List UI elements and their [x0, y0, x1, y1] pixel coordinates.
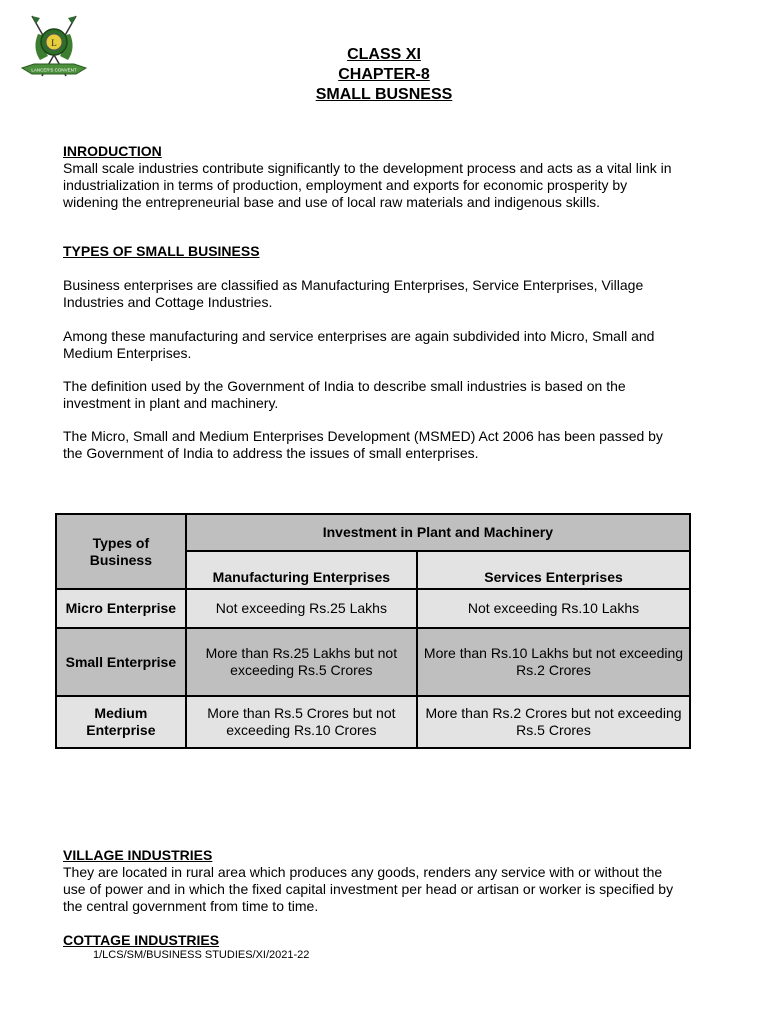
class-label: CLASS XI — [347, 46, 421, 63]
village-text: They are located in rural area which produces any goods, renders any service with or without the use of power and in which the fixed capital investment per head or artisan or worker is specified by the central government from time to time. — [63, 864, 674, 914]
header-manufacturing: Manufacturing Enterprises — [186, 551, 417, 589]
row-type: Medium Enterprise — [56, 696, 186, 748]
row-services: More than Rs.10 Lakhs but not exceeding Rs.2 Crores — [417, 628, 690, 696]
village-heading: VILLAGE INDUSTRIES — [63, 847, 213, 863]
table-row — [56, 696, 690, 748]
row-type: Small Enterprise — [56, 628, 186, 696]
document-title-block — [0, 45, 768, 105]
header-types-of-business: Types of Business — [56, 514, 186, 589]
introduction-text: Small scale industries contribute significantly to the development process and acts as a vital link in industrialization in terms of production, employment and exports for economic prosperity by widening the entrepreneurial base and use of local raw materials and indigenous skills. — [63, 160, 672, 210]
page-footer: 1/LCS/SM/BUSINESS STUDIES/XI/2021-22 — [93, 949, 310, 961]
types-paragraph-3: The definition used by the Government of India to describe small industries is based on the investment in plant and machinery. — [63, 378, 626, 411]
introduction-heading: INRODUCTION — [63, 143, 162, 159]
row-manufacturing: Not exceeding Rs.25 Lakhs — [186, 589, 417, 628]
svg-text:L: L — [51, 38, 57, 48]
row-manufacturing: More than Rs.25 Lakhs but not exceeding Rs.5 Crores — [186, 628, 417, 696]
investment-table — [55, 513, 691, 749]
cottage-heading: COTTAGE INDUSTRIES — [63, 932, 220, 948]
types-heading: TYPES OF SMALL BUSINESS — [63, 243, 260, 259]
types-paragraph-4: The Micro, Small and Medium Enterprises Development (MSMED) Act 2006 has been passed by the Government of India to address the issues of small enterprises. — [63, 428, 663, 461]
types-paragraph-2: Among these manufacturing and service enterprises are again subdivided into Micro, Small and Medium Enterprises. — [63, 328, 655, 361]
svg-text:LANCER'S CONVENT: LANCER'S CONVENT — [31, 67, 77, 73]
row-type: Micro Enterprise — [56, 589, 186, 628]
table-row — [56, 628, 690, 696]
types-paragraph-1: Business enterprises are classified as Manufacturing Enterprises, Service Enterprises, Village Industries and Cottage Industries. — [63, 277, 644, 310]
table-row — [56, 589, 690, 628]
header-investment: Investment in Plant and Machinery — [186, 514, 690, 551]
chapter-label: CHAPTER-8 — [338, 66, 430, 83]
row-services: Not exceeding Rs.10 Lakhs — [417, 589, 690, 628]
chapter-title: SMALL BUSNESS — [315, 86, 453, 103]
row-services: More than Rs.2 Crores but not exceeding Rs.5 Crores — [417, 696, 690, 748]
header-services: Services Enterprises — [417, 551, 690, 589]
row-manufacturing: More than Rs.5 Crores but not exceeding Rs.10 Crores — [186, 696, 417, 748]
